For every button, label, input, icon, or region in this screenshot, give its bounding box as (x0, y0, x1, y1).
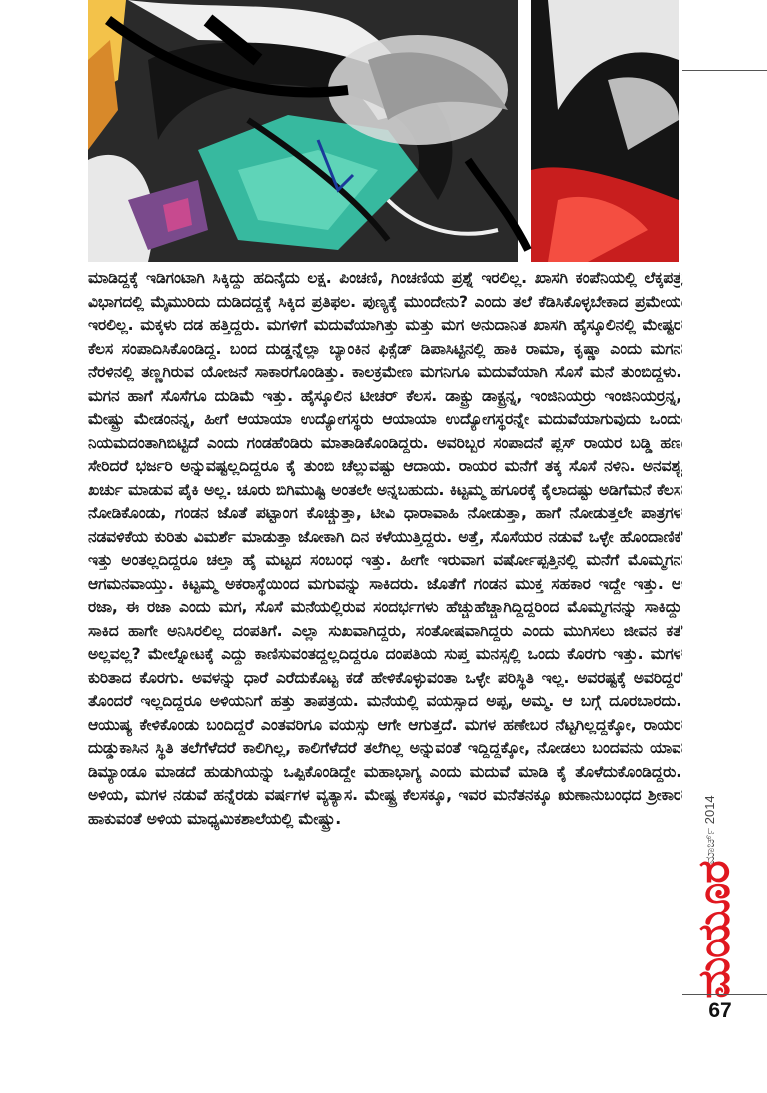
issue-date-wrapper (686, 790, 742, 870)
illustration-svg (88, 0, 679, 262)
article-body (88, 262, 682, 831)
top-margin-rule (682, 70, 767, 71)
article-paragraph: ಮಾಡಿದ್ದಕ್ಕೆ ಇಡಿಗಂಟಾಗಿ ಸಿಕ್ಕಿದ್ದು ಹದಿನೈದು ಲಕ್ಷ. ಪಿಂಚಣಿ, ಗಿಂಚಣಿಯ ಪ್ರಶ್ನೆ ಇರಲಿಲ್ಲ. ಖಾಸಗಿ ಕಂಪೆನಿಯಲ್ಲಿ ಲೆಕ್ಕಪತ್ರ ವಿಭಾಗದಲ್ಲಿ ಮೈಮುರಿದು ದುಡಿದದ್ದಕ್ಕೆ ಸಿಕ್ಕಿದ ಪ್ರತಿಫಲ. ಪುಣ್ಯಕ್ಕೆ ಮುಂದೇನು? ಎಂದು ತಲೆ ಕೆಡಿಸಿಕೊಳ್ಳಬೇಕಾದ ಪ್ರಮೇಯ ಇರಲಿಲ್ಲ. ಮಕ್ಕಳು ದಡ ಹತ್ತಿದ್ದರು. ಮಗಳಿಗೆ ಮದುವೆಯಾಗಿತ್ತು ಮತ್ತು ಮಗ ಅನುದಾನಿತ ಖಾಸಗಿ ಹೈಸ್ಕೂಲಿನಲ್ಲಿ ಮೇಷ್ಟರ ಕೆಲಸ ಸಂಪಾದಿಸಿಕೊಂಡಿದ್ದ. ಬಂದ ದುಡ್ಡನ್ನೆಲ್ಲಾ ಬ್ಯಾಂಕಿನ ಫಿಕ್ಸೆಡ್ ಡಿಪಾಸಿಟ್ಟಿನಲ್ಲಿ ಹಾಕಿ ರಾಮಾ, ಕೃಷ್ಣಾ ಎಂದು ಮಗನ ನೆರಳಿನಲ್ಲಿ ತಣ್ಣಗಿರುವ ಯೋಜನೆ ಸಾಕಾರಗೊಂಡಿತ್ತು. ಕಾಲಕ್ರಮೇಣ ಮಗನಿಗೂ ಮದುವೆಯಾಗಿ ಸೊಸೆ ಮನೆ ತುಂಬಿದ್ದಳು. ಮಗನ ಹಾಗೆ ಸೊಸೆಗೂ ದುಡಿಮೆ ಇತ್ತು. ಹೈಸ್ಕೂಲಿನ ಟೀಚರ್ ಕೆಲಸ. ಡಾಕ್ಟ್ರು ಡಾಕ್ಟ್ರನ್ನ, ಇಂಜಿನಿಯರ್‍ರು ಇಂಜಿನಿಯರ್‍ರನ್ನ, ಮೇಷ್ಟ್ರು ಮೇಡಂನನ್ನ, ಹೀಗೆ ಆಯಾಯಾ ಉದ್ಯೋಗಸ್ಥರು ಆಯಾಯಾ ಉದ್ಯೋಗಸ್ಥರನ್ನೇ ಮದುವೆಯಾಗುವುದು ಒಂದು ನಿಯಮದಂತಾಗಿಬಿಟ್ಟಿದೆ ಎಂದು ಗಂಡಹೆಂಡಿರು ಮಾತಾಡಿಕೊಂಡಿದ್ದರು. ಅವರಿಬ್ಬರ ಸಂಪಾದನೆ ಪ್ಲಸ್ ರಾಯರ ಬಡ್ಡಿ ಹಣ ಸೇರಿದರೆ ಭರ್ಜರಿ ಅನ್ನುವಷ್ಟಲ್ಲದಿದ್ದರೂ ಕೈ ತುಂಬಿ ಚೆಲ್ಲುವಷ್ಟು ಆದಾಯ. ರಾಯರ ಮನೆಗೆ ತಕ್ಕ ಸೊಸೆ ನಳಿನಿ. ಅನವಶ್ಯ ಖರ್ಚು ಮಾಡುವ ಪೈಕಿ ಅಲ್ಲ. ಚೂರು ಬಿಗಿಮುಷ್ಟಿ ಅಂತಲೇ ಅನ್ನಬಹುದು. ಕಿಟ್ಟಮ್ಮ ಹಗೂರಕ್ಕೆ ಕೈಲಾದಷ್ಟು ಅಡಿಗೆಮನೆ ಕೆಲಸ ನೋಡಿಕೊಂಡು, ಗಂಡನ ಜೊತೆ ಪಟ್ಟಾಂಗ ಕೊಚ್ಚುತ್ತಾ, ಟೀವಿ ಧಾರಾವಾಹಿ ನೋಡುತ್ತಾ, ಹಾಗೆ ನೋಡುತ್ತಲೇ ಪಾತ್ರಗಳ ನಡವಳಿಕೆಯ ಕುರಿತು ವಿಮರ್ಶೆ ಮಾಡುತ್ತಾ ಜೋಕಾಗಿ ದಿನ ಕಳೆಯುತ್ತಿದ್ದರು. ಅತ್ತೆ, ಸೊಸೆಯರ ನಡುವೆ ಒಳ್ಳೇ ಹೊಂದಾಣಿಕೆ ಇತ್ತು ಅಂತಲ್ಲದಿದ್ದರೂ ಚಲ್ತಾ ಹೈ ಮಟ್ಟದ ಸಂಬಂಧ ಇತ್ತು. ಹೀಗೇ ಇರುವಾಗ ವರ್ಷೋಪ್ಪತ್ತಿನಲ್ಲಿ ಮನೆಗೆ ಮೊಮ್ಮಗನ ಆಗಮನವಾಯ್ತು. ಕಿಟ್ಟಮ್ಮ ಅಕರಾಸ್ಥೆಯಿಂದ ಮಗುವನ್ನು ಸಾಕಿದರು. ಜೊತೆಗೆ ಗಂಡನ ಮುಕ್ತ ಸಹಕಾರ ಇದ್ದೇ ಇತ್ತು. ಆ ರಜಾ, ಈ ರಜಾ ಎಂದು ಮಗ, ಸೊಸೆ ಮನೆಯಲ್ಲಿರುವ ಸಂದರ್ಭಗಳು ಹೆಚ್ಚುಹೆಚ್ಚಾಗಿದ್ದಿದ್ದರಿಂದ ಮೊಮ್ಮಗನನ್ನು ಸಾಕಿದ್ದು ಸಾಕಿದ ಹಾಗೇ ಅನಿಸಿರಲಿಲ್ಲ ದಂಪತಿಗೆ. ಎಲ್ಲಾ ಸುಖವಾಗಿದ್ದರು, ಸಂತೋಷವಾಗಿದ್ದರು ಎಂದು ಮುಗಿಸಲು ಜೀವನ ಕತೆ ಅಲ್ಲವಲ್ಲ? ಮೇಲ್ನೋಟಕ್ಕೆ ಎದ್ದು ಕಾಣಿಸುವಂತದ್ದಲ್ಲದಿದ್ದರೂ ದಂಪತಿಯ ಸುಪ್ತ ಮನಸ್ಸಲ್ಲಿ ಒಂದು ಕೊರಗು ಇತ್ತು. ಮಗಳ ಕುರಿತಾದ ಕೊರಗು. ಅವಳನ್ನು ಧಾರೆ ಎರೆದುಕೊಟ್ಟ ಕಡೆ ಹೇಳಿಕೊಳ್ಳುವಂತಾ ಒಳ್ಳೇ ಪರಿಸ್ಥಿತಿ ಇಲ್ಲ. ಅವರಷ್ಟಕ್ಕೆ ಅವರಿದ್ದರೆ ತೊಂದರೆ ಇಲ್ಲದಿದ್ದರೂ ಅಳಿಯನಿಗೆ ಹತ್ತು ತಾಪತ್ರಯ. ಮನೆಯಲ್ಲಿ ವಯಸ್ಸಾದ ಅಪ್ಪ, ಅಮ್ಮ. ಆ ಬಗ್ಗೆ ದೂರಬಾರದು. ಆಯುಷ್ಯ ಕೇಳಿಕೊಂಡು ಬಂದಿದ್ದರೆ ಎಂತವರಿಗೂ ವಯಸ್ಸು ಆಗೇ ಆಗುತ್ತದೆ. ಮಗಳ ಹಣೇಬರ ನೆಟ್ಟಗಿಲ್ಲದ್ದಕ್ಕೋ, ರಾಯರ ದುಡ್ಡುಕಾಸಿನ ಸ್ಥಿತಿ ತಲೆಗೆಳೆದರೆ ಕಾಲಿಗಿಲ್ಲ, ಕಾಲಿಗೆಳೆದರೆ ತಲೆಗಿಲ್ಲ ಅನ್ನುವಂತೆ ಇದ್ದಿದ್ದಕ್ಕೋ, ನೋಡಲು ಬಂದವನು ಯಾವ ಡಿಮ್ಯಾಂಡೂ ಮಾಡದೆ ಹುಡುಗಿಯನ್ನು ಒಪ್ಪಿಕೊಂಡಿದ್ದೇ ಮಹಾಭಾಗ್ಯ ಎಂದು ಮದುವೆ ಮಾಡಿ ಕೈ ತೊಳೆದುಕೊಂಡಿದ್ದರು. ಅಳಿಯ, ಮಗಳ ನಡುವೆ ಹನ್ನೆರಡು ವರ್ಷಗಳ ವ್ಯತ್ಯಾಸ. ಮೇಷ್ಟ್ರ ಕೆಲಸಕ್ಕೂ, ಇವರ ಮನೆತನಕ್ಕೂ ಋಣಾನುಬಂಧದ ಶ್ರೀಕಾರ ಹಾಕುವಂತೆ ಅಳಿಯ ಮಾಧ್ಯಮಿಕಶಾಲೆಯಲ್ಲಿ ಮೇಷ್ಟ್ರು. (88, 269, 682, 828)
abstract-illustration (88, 0, 679, 262)
side-margin-rule (680, 70, 681, 994)
issue-date: ಮಾರ್ಚ್ 2014 (702, 795, 717, 865)
magazine-name: ಮಯೂರ (688, 861, 740, 999)
page-number: 67 (708, 999, 732, 1022)
margin-masthead (686, 790, 742, 999)
magazine-name-wrapper (686, 861, 742, 999)
bottom-margin-rule (682, 994, 767, 995)
